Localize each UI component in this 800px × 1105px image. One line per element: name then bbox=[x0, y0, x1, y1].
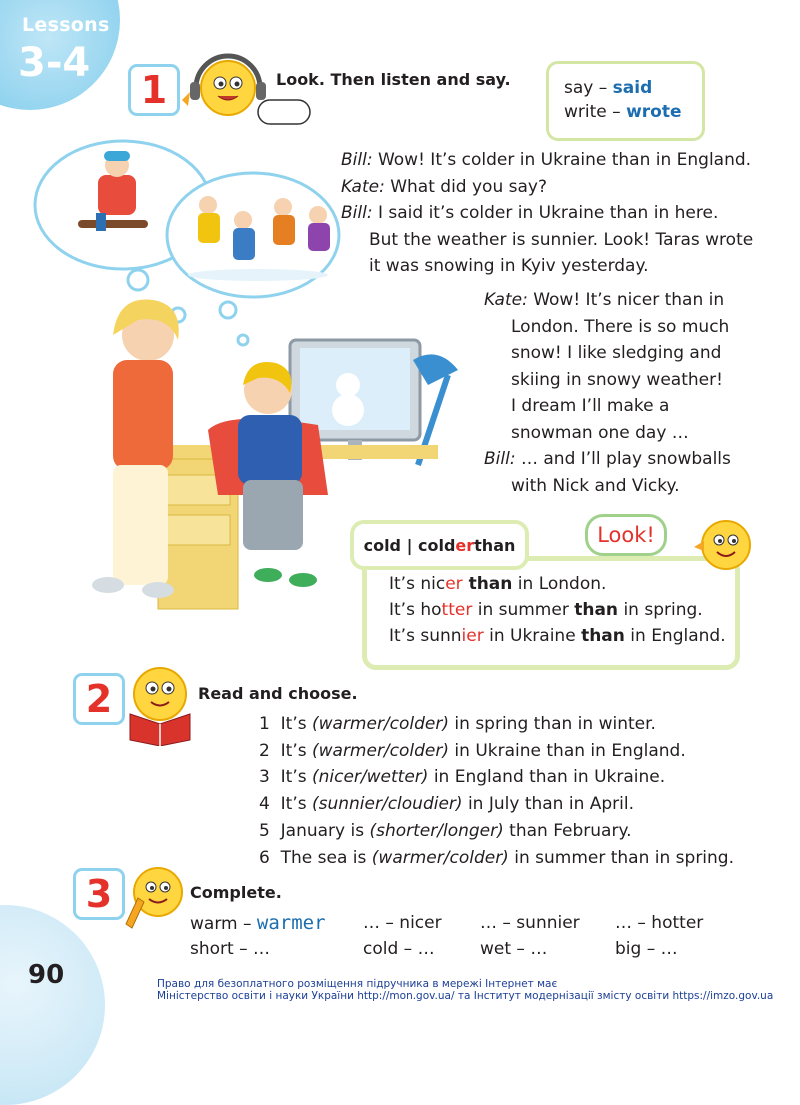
dialogue-line: London. There is so much bbox=[511, 316, 730, 337]
dialogue-line: with Nick and Vicky. bbox=[511, 475, 680, 496]
smiley-pencil-icon bbox=[122, 862, 188, 932]
list-item: 3 It’s (nicer/wetter) in England than in Ukraine. bbox=[259, 767, 666, 788]
dialogue-line: But the weather is sunnier. Look! Taras wrote bbox=[369, 229, 754, 250]
complete-item: short – … bbox=[190, 939, 270, 959]
grammar-example: It’s hotter in summer than in spring. bbox=[389, 600, 703, 620]
dialogue-part-2 bbox=[484, 287, 731, 499]
list-item: 4 It’s (sunnier/cloudier) in July than in April. bbox=[259, 794, 635, 815]
list-item: 5 January is (shorter/longer) than February. bbox=[259, 820, 632, 841]
complete-example: warm – warmer bbox=[190, 912, 326, 934]
dialogue-line: snowman one day … bbox=[511, 422, 689, 443]
complete-item: cold – … bbox=[363, 939, 435, 959]
dialogue-line: skiing in snowy weather! bbox=[511, 369, 723, 390]
irregular-verbs-box bbox=[546, 61, 705, 141]
irregular-verb-row: write – wrote bbox=[564, 102, 682, 122]
list-item: 2 It’s (warmer/colder) in Ukraine than in England. bbox=[259, 740, 686, 761]
exercise-2-list bbox=[259, 711, 734, 871]
look-speech-bubble: Look! bbox=[585, 514, 667, 556]
complete-item: … – hotter bbox=[615, 913, 704, 933]
complete-item: … – nicer bbox=[363, 913, 442, 933]
footer-line: Міністерство освіти і науки України http://mon.gov.ua/ та Інститут модернізації змісту освіти https://imzo.gov.ua bbox=[157, 990, 774, 1002]
dialogue-line: Bill: Wow! It’s colder in Ukraine than in England. bbox=[341, 150, 752, 170]
exercise-3-instruction: Complete. bbox=[190, 883, 282, 902]
exercise-3-number: 3 bbox=[73, 868, 125, 920]
grammar-example: It’s nicer than in London. bbox=[389, 574, 607, 594]
list-item: 1 It’s (warmer/colder) in spring than in winter. bbox=[259, 714, 656, 734]
smiley-reading-icon bbox=[122, 662, 198, 746]
grammar-box bbox=[362, 556, 740, 670]
complete-item: … – sunnier bbox=[480, 913, 580, 933]
footer-line: Право для безоплатного розміщення підручника в мережі Інтернет має bbox=[157, 978, 558, 990]
dialogue-line: snow! I like sledging and bbox=[511, 343, 722, 363]
irregular-verb-row: say – said bbox=[564, 78, 653, 98]
exercise-1-number: 1 bbox=[128, 64, 180, 116]
dialogue-line: I dream I’ll make a bbox=[511, 396, 670, 416]
page-number-circle bbox=[0, 905, 105, 1105]
grammar-rule-tag: cold | cold er than bbox=[350, 520, 529, 570]
list-item: 6 The sea is (warmer/colder) in summer than in spring. bbox=[259, 847, 735, 868]
grammar-example: It’s sunnier in Ukraine than in England. bbox=[389, 626, 726, 646]
smiley-headphones-icon bbox=[176, 52, 316, 130]
dialogue-line: Bill: … and I’ll play snowballs bbox=[484, 449, 731, 469]
page-number: 90 bbox=[28, 960, 65, 990]
exercise-2-instruction: Read and choose. bbox=[198, 684, 358, 703]
dialogue-part-1 bbox=[341, 147, 753, 280]
exercise-2-number: 2 bbox=[73, 673, 125, 725]
dialogue-line: it was snowing in Kyiv yesterday. bbox=[369, 256, 649, 276]
dialogue-line: Kate: Wow! It’s nicer than in bbox=[484, 290, 725, 310]
complete-item: wet – … bbox=[480, 939, 548, 959]
complete-item: big – … bbox=[615, 939, 678, 959]
exercise-1-instruction: Look. Then listen and say. bbox=[276, 70, 511, 89]
dialogue-line: Bill: I said it’s colder in Ukraine than in here. bbox=[341, 203, 719, 223]
copyright-footer bbox=[157, 978, 773, 1002]
lessons-label: Lessons bbox=[22, 14, 110, 36]
dialogue-line: Kate: What did you say? bbox=[341, 176, 547, 197]
smiley-pointing-icon bbox=[690, 515, 760, 575]
lessons-number: 3-4 bbox=[18, 40, 91, 86]
